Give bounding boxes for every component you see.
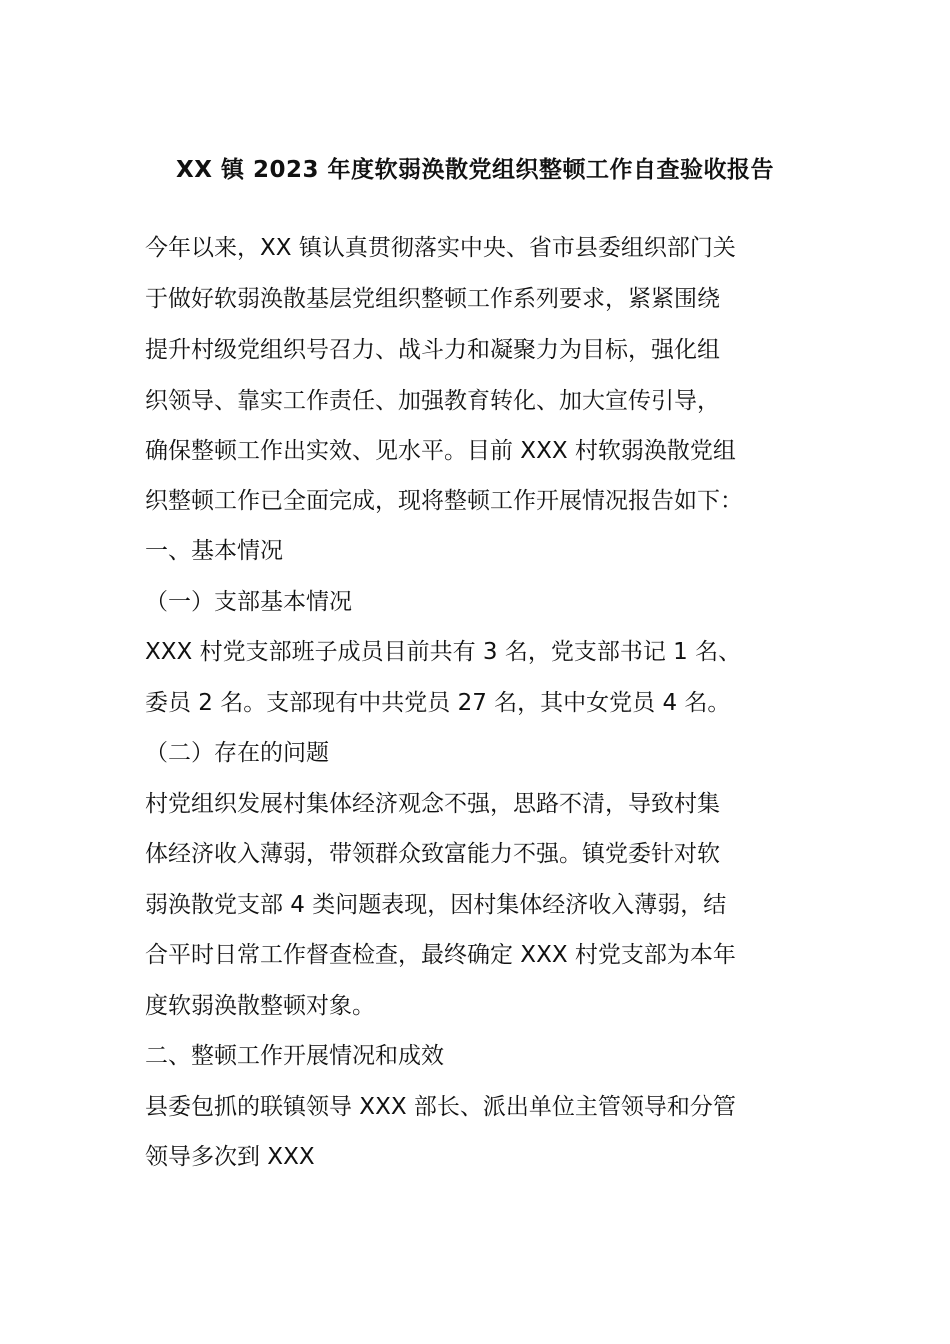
body-line: 今年以来，XX 镇认真贯彻落实中央、省市县委组织部门关 bbox=[145, 235, 736, 261]
subsection-heading: （二）存在的问题 bbox=[145, 740, 329, 766]
body-line: 县委包抓的联镇领导 XXX 部长、派出单位主管领导和分管 bbox=[145, 1094, 736, 1120]
subsection-heading: （一）支部基本情况 bbox=[145, 589, 352, 615]
body-line: 村党组织发展村集体经济观念不强，思路不清，导致村集 bbox=[145, 791, 720, 817]
document-title: XX 镇 2023 年度软弱涣散党组织整顿工作自查验收报告 bbox=[175, 157, 774, 183]
body-line: 合平时日常工作督查检查，最终确定 XXX 村党支部为本年 bbox=[145, 942, 736, 968]
body-line: 委员 2 名。支部现有中共党员 27 名，其中女党员 4 名。 bbox=[145, 690, 731, 716]
body-line: 弱涣散党支部 4 类问题表现，因村集体经济收入薄弱，结 bbox=[145, 892, 727, 918]
body-line: 确保整顿工作出实效、见水平。目前 XXX 村软弱涣散党组 bbox=[145, 438, 736, 464]
body-line: 织领导、靠实工作责任、加强教育转化、加大宣传引导， bbox=[145, 388, 720, 414]
body-line: 体经济收入薄弱，带领群众致富能力不强。镇党委针对软 bbox=[145, 841, 720, 867]
section-heading: 二、整顿工作开展情况和成效 bbox=[145, 1043, 444, 1069]
body-line: 度软弱涣散整顿对象。 bbox=[145, 993, 375, 1019]
body-line: 于做好软弱涣散基层党组织整顿工作系列要求，紧紧围绕 bbox=[145, 286, 720, 312]
body-line: 领导多次到 XXX bbox=[145, 1144, 315, 1170]
section-heading: 一、基本情况 bbox=[145, 538, 283, 564]
body-line: 提升村级党组织号召力、战斗力和凝聚力为目标，强化组 bbox=[145, 337, 720, 363]
body-line: 织整顿工作已全面完成，现将整顿工作开展情况报告如下： bbox=[145, 488, 743, 514]
body-line: XXX 村党支部班子成员目前共有 3 名，党支部书记 1 名、 bbox=[145, 639, 742, 665]
